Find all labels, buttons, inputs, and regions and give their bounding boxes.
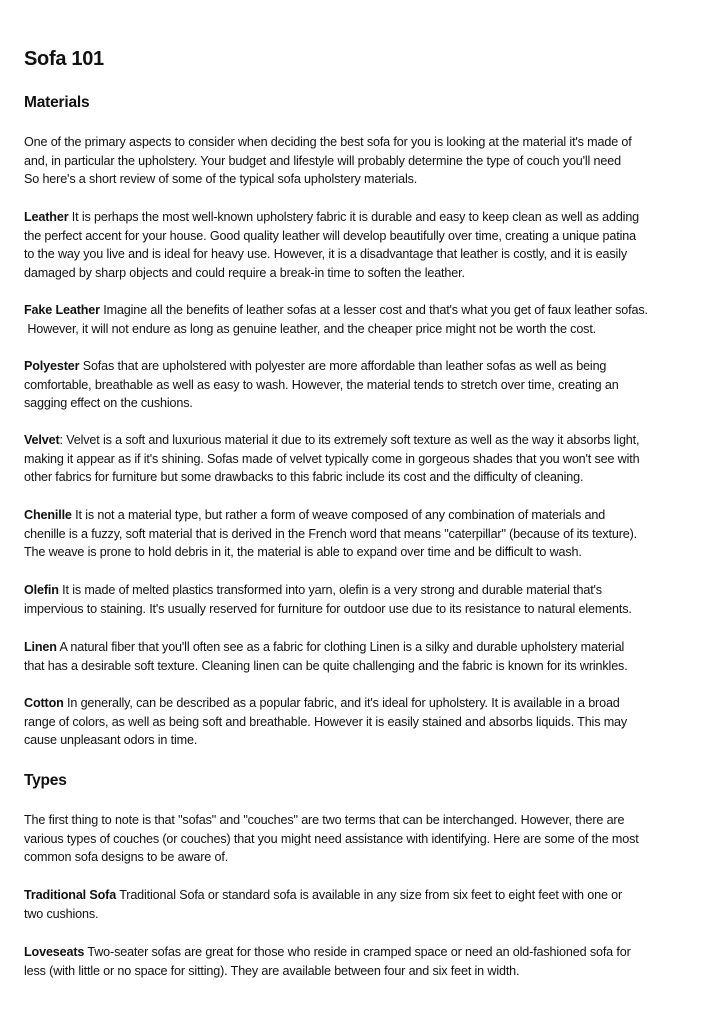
text-line: A natural fiber that you'll often see as a fabric for clothing Linen is a silky and durable upholstery material (56, 640, 625, 654)
material-olefin (24, 581, 714, 618)
text-line: that has a desirable soft texture. Cleaning linen can be quite challenging and the fabric is known for its wrinkles. (24, 658, 628, 673)
text-line: Imagine all the benefits of leather sofas at a lesser cost and that's what you get of faux leather sofas. (99, 303, 648, 317)
material-fake-leather (24, 301, 714, 338)
materials-intro (24, 133, 714, 189)
text-line: The first thing to note is that "sofas" and "couches" are two terms that can be interchanged. However, there are (24, 813, 625, 827)
text-line: two cushions. (24, 906, 99, 921)
material-cotton (24, 694, 714, 750)
text-line: Sofas that are upholstered with polyester are more affordable than leather sofas as well as being (79, 359, 607, 373)
text-line: and, in particular the upholstery. Your budget and lifestyle will probably determine the type of couch you'll need (24, 153, 621, 168)
text-line: comfortable, breathable as well as easy to wash. However, the material tends to stretch over time, creating an (24, 377, 619, 392)
material-chenille (24, 506, 714, 562)
term-label: Chenille (24, 508, 72, 522)
material-linen (24, 638, 714, 675)
materials-heading: Materials (24, 94, 90, 111)
types-heading: Types (24, 772, 67, 789)
page-title: Sofa 101 (24, 48, 104, 70)
text-line: common sofa designs to be aware of. (24, 850, 229, 865)
text-line: So here's a short review of some of the typical sofa upholstery materials. (24, 172, 418, 187)
text-line: other fabrics for furniture but some drawbacks to this fabric include its cost and the difficulty of cleaning. (24, 470, 584, 485)
material-leather (24, 208, 714, 282)
text-line: the perfect accent for your house. Good quality leather will develop beautifully over time, creating a unique patina (24, 228, 636, 243)
text-line: less (with little or no space for sitting). They are available between four and six feet in width. (24, 963, 520, 978)
text-line: Traditional Sofa or standard sofa is available in any size from six feet to eight feet with one or (116, 888, 623, 902)
term-label: Fake Leather (24, 303, 100, 317)
text-line: It is made of melted plastics transformed into yarn, olefin is a very strong and durable material that's (58, 583, 602, 597)
text-line: sagging effect on the cushions. (24, 396, 193, 411)
term-label: Cotton (24, 696, 64, 710)
term-label: Polyester (24, 359, 80, 373)
text-line: cause unpleasant odors in time. (24, 733, 198, 748)
material-velvet (24, 431, 714, 487)
text-line: In generally, can be described as a popular fabric, and it's ideal for upholstery. It is available in a broad (63, 696, 620, 710)
text-line: range of colors, as well as being soft and breathable. However it is easily stained and absorbs liquids. This may (24, 714, 628, 729)
text-line: It is perhaps the most well-known upholstery fabric it is durable and easy to keep clean as well as adding (68, 210, 640, 224)
term-label: Loveseats (24, 945, 85, 959)
term-label: Velvet (24, 433, 60, 447)
text-line: various types of couches (or couches) that you might need assistance with identifying. Here are some of the most (24, 831, 639, 846)
text-line: One of the primary aspects to consider when deciding the best sofa for you is looking at the material it's made of (24, 135, 632, 149)
text-line: : Velvet is a soft and luxurious material it due to its extremely soft texture as well as the way it absorbs light, (59, 433, 640, 447)
term-label: Olefin (24, 583, 59, 597)
text-line: damaged by sharp objects and could require a break-in time to soften the leather. (24, 265, 465, 280)
type-loveseats (24, 943, 714, 980)
material-polyester (24, 357, 714, 413)
text-line: to the way you live and is ideal for heavy use. However, it is a disadvantage that leather is costly, and it is easily (24, 247, 627, 262)
text-line: The weave is prone to hold debris in it, the material is able to expand over time and be difficult to wash. (24, 545, 582, 560)
text-line: It is not a material type, but rather a form of weave composed of any combination of materials and (71, 508, 606, 522)
text-line: chenille is a fuzzy, soft material that is derived in the French word that means "caterpillar" (because of its texture). (24, 526, 637, 541)
term-label: Leather (24, 210, 69, 224)
term-label: Linen (24, 640, 57, 654)
text-line: Two-seater sofas are great for those who reside in cramped space or need an old-fashioned sofa for (84, 945, 631, 959)
type-traditional-sofa (24, 886, 714, 923)
text-line: impervious to staining. It's usually reserved for furniture for outdoor use due to its resistance to natural elements. (24, 601, 632, 616)
types-intro (24, 811, 714, 867)
term-label: Traditional Sofa (24, 888, 117, 902)
text-line: making it appear as if it's shining. Sofas made of velvet typically come in gorgeous shades that you won't see with (24, 451, 640, 466)
text-line: However, it will not endure as long as genuine leather, and the cheaper price might not be worth the cost. (24, 321, 597, 336)
